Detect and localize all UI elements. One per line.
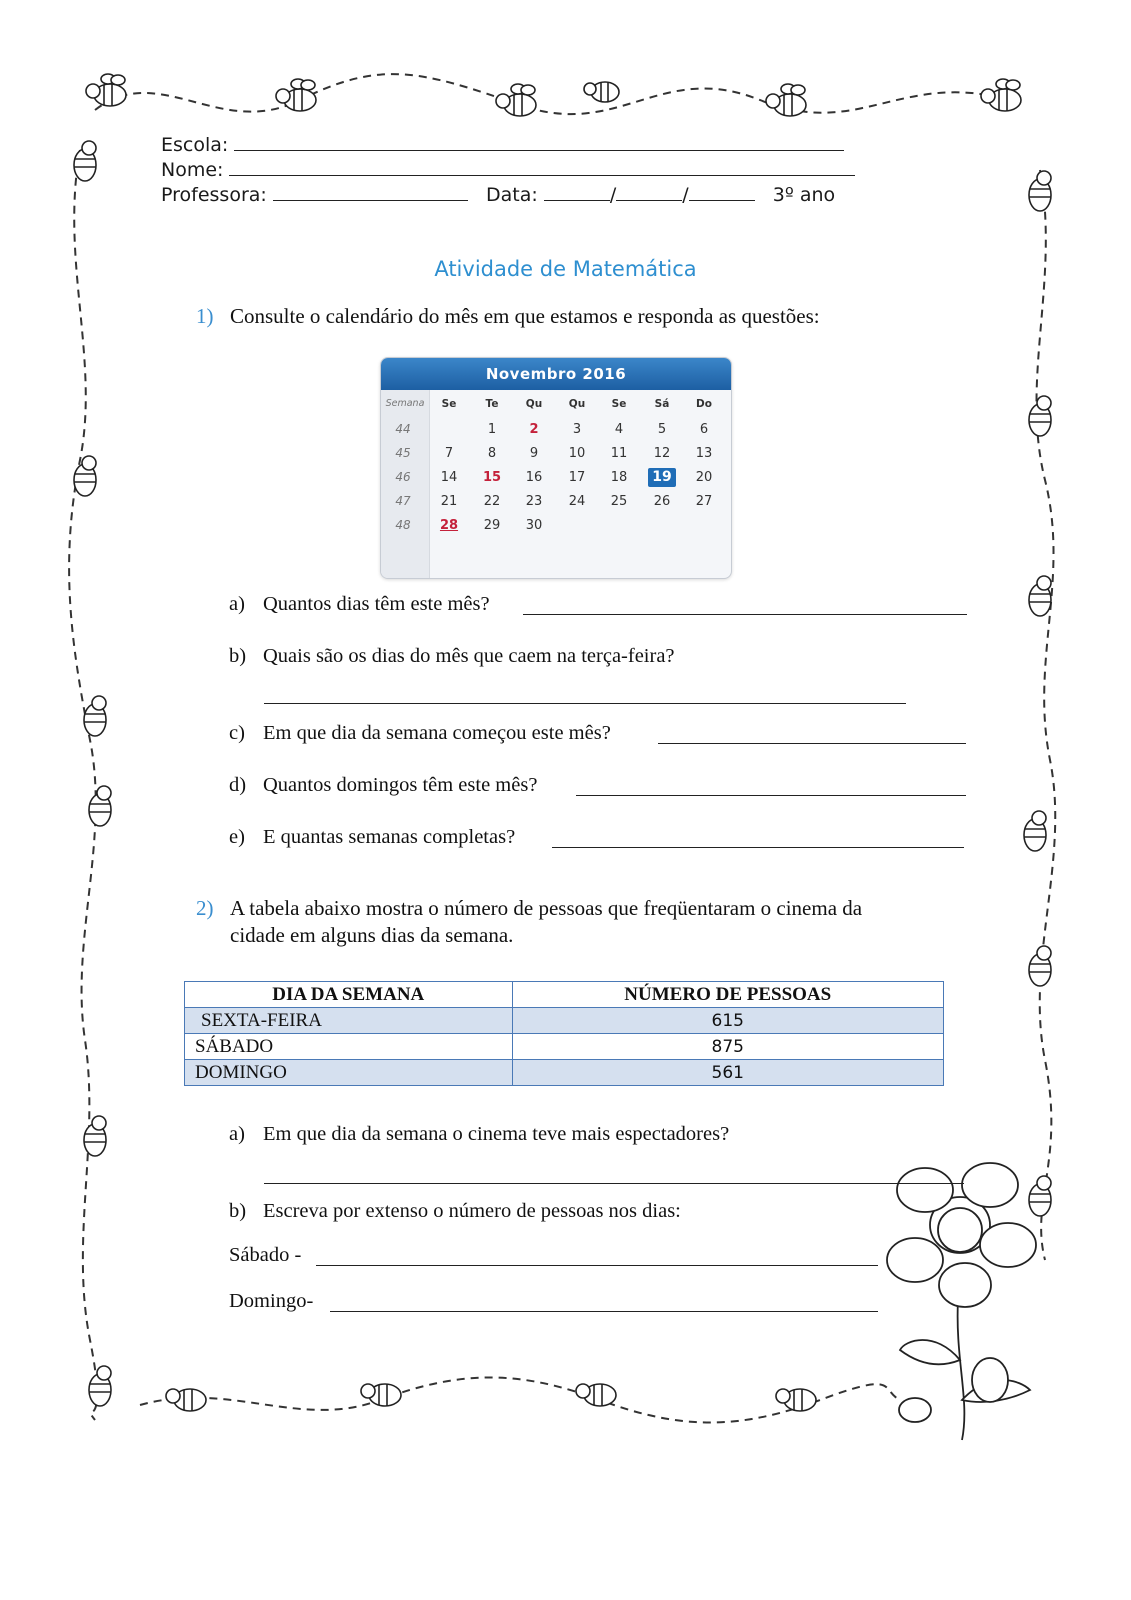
calendar-day-header: Se bbox=[441, 398, 457, 410]
q1-item-b-label: b) bbox=[229, 645, 247, 667]
q1-item-e-label: e) bbox=[229, 826, 245, 848]
calendar-day: 11 bbox=[610, 446, 628, 461]
table-row bbox=[185, 1008, 944, 1034]
data-year-line[interactable] bbox=[689, 184, 755, 201]
calendar-day: 8 bbox=[487, 446, 497, 461]
calendar-day: 14 bbox=[440, 470, 458, 485]
professora-field bbox=[161, 184, 835, 206]
table-cell-count: 615 bbox=[512, 1008, 943, 1034]
q1-item-d bbox=[229, 774, 537, 797]
q2-item-b bbox=[229, 1200, 681, 1223]
calendar-day: 6 bbox=[699, 422, 709, 437]
question-1-number: 1) bbox=[196, 304, 214, 328]
calendar-day: 21 bbox=[440, 494, 458, 509]
grade-label: 3º ano bbox=[772, 184, 836, 206]
cinema-table bbox=[184, 981, 944, 1086]
table-header-count: NÚMERO DE PESSOAS bbox=[512, 982, 943, 1008]
calendar-day: 30 bbox=[525, 518, 543, 533]
q1-item-e bbox=[229, 826, 515, 849]
table-cell-day: SEXTA-FEIRA bbox=[185, 1008, 513, 1034]
calendar-day: 24 bbox=[568, 494, 586, 509]
calendar-day-header: Qu bbox=[568, 398, 586, 410]
nome-answer-line[interactable] bbox=[229, 159, 855, 176]
table-row bbox=[185, 1034, 944, 1060]
sabado-answer-line[interactable] bbox=[316, 1265, 878, 1266]
table-row bbox=[185, 1060, 944, 1086]
q1-item-e-text: E quantas semanas completas? bbox=[263, 826, 516, 848]
escola-field bbox=[161, 134, 844, 156]
calendar-week-number: 46 bbox=[395, 470, 411, 484]
calendar-day-header: Te bbox=[485, 398, 499, 410]
q2-a-answer-line[interactable] bbox=[264, 1183, 964, 1184]
calendar-day: 28 bbox=[439, 518, 459, 533]
table-cell-count: 875 bbox=[512, 1034, 943, 1060]
flower-illustration bbox=[887, 1163, 1036, 1440]
sabado-field bbox=[229, 1244, 301, 1267]
table-cell-day: DOMINGO bbox=[185, 1060, 513, 1086]
calendar-day: 25 bbox=[610, 494, 628, 509]
calendar-week-number: 45 bbox=[395, 446, 411, 460]
sabado-label: Sábado - bbox=[229, 1244, 302, 1266]
question-2-text-line1: A tabela abaixo mostra o número de pessoas que freqüentaram o cinema da bbox=[230, 896, 863, 920]
page-title: Atividade de Matemática bbox=[434, 257, 697, 281]
date-separator: / bbox=[609, 184, 617, 206]
calendar-day: 18 bbox=[610, 470, 628, 485]
data-day-line[interactable] bbox=[544, 184, 610, 201]
escola-label: Escola: bbox=[161, 134, 229, 156]
q2-item-a-text: Em que dia da semana o cinema teve mais espectadores? bbox=[263, 1123, 730, 1145]
q1-item-a-label: a) bbox=[229, 593, 245, 615]
calendar-day: 5 bbox=[657, 422, 667, 437]
q1-item-c bbox=[229, 722, 611, 745]
q1-item-b bbox=[229, 645, 675, 668]
calendar-week-number: 44 bbox=[395, 422, 411, 436]
calendar-day: 3 bbox=[572, 422, 582, 437]
date-separator: / bbox=[682, 184, 689, 206]
table-header-day: DIA DA SEMANA bbox=[185, 982, 513, 1008]
calendar-day: 4 bbox=[614, 422, 624, 437]
escola-answer-line[interactable] bbox=[234, 134, 844, 151]
data-month-line[interactable] bbox=[616, 184, 682, 201]
professora-label: Professora: bbox=[161, 184, 267, 206]
calendar-day: 16 bbox=[525, 470, 543, 485]
calendar-day: 10 bbox=[568, 446, 586, 461]
calendar-day: 26 bbox=[653, 494, 671, 509]
calendar-day-header: Do bbox=[696, 398, 712, 410]
calendar-day: 7 bbox=[444, 446, 454, 461]
q1-item-d-label: d) bbox=[229, 774, 247, 796]
table-cell-count: 561 bbox=[512, 1060, 943, 1086]
calendar-week-header: Semana bbox=[385, 398, 425, 409]
domingo-label: Domingo- bbox=[229, 1290, 314, 1312]
calendar-day: 17 bbox=[568, 470, 586, 485]
q1-c-answer-line[interactable] bbox=[658, 743, 966, 744]
table-header-row bbox=[185, 982, 944, 1008]
professora-answer-line[interactable] bbox=[273, 184, 468, 201]
calendar-day: 2 bbox=[529, 422, 539, 437]
nome-field bbox=[161, 159, 855, 181]
calendar-day: 20 bbox=[695, 470, 713, 485]
q1-b-answer-line[interactable] bbox=[264, 703, 906, 704]
q2-item-b-text: Escreva por extenso o número de pessoas nos dias: bbox=[263, 1200, 681, 1222]
domingo-answer-line[interactable] bbox=[330, 1311, 878, 1312]
question-1-text: Consulte o calendário do mês em que estamos e responda as questões: bbox=[230, 304, 820, 328]
calendar-day: 12 bbox=[653, 446, 671, 461]
q2-item-a-label: a) bbox=[229, 1123, 245, 1145]
data-label: Data: bbox=[485, 184, 538, 206]
q1-item-a-text: Quantos dias têm este mês? bbox=[263, 593, 490, 615]
q1-item-b-text: Quais são os dias do mês que caem na terça-feira? bbox=[263, 645, 675, 667]
calendar-day: 22 bbox=[483, 494, 501, 509]
table-cell-day: SÁBADO bbox=[185, 1034, 513, 1060]
q1-item-c-text: Em que dia da semana começou este mês? bbox=[263, 722, 611, 744]
calendar-day-header: Qu bbox=[525, 398, 543, 410]
q1-a-answer-line[interactable] bbox=[523, 614, 967, 615]
nome-label: Nome: bbox=[161, 159, 224, 181]
q2-item-a bbox=[229, 1123, 729, 1146]
calendar-day-header: Sá bbox=[654, 398, 670, 410]
calendar-week-number: 48 bbox=[395, 518, 411, 532]
question-2-text-line2: cidade em alguns dias da semana. bbox=[230, 923, 514, 947]
q1-e-answer-line[interactable] bbox=[552, 847, 964, 848]
calendar-day: 27 bbox=[695, 494, 713, 509]
calendar-day-header: Se bbox=[611, 398, 627, 410]
calendar-day: 19 bbox=[648, 468, 676, 487]
question-2-number: 2) bbox=[196, 896, 214, 920]
calendar-day: 13 bbox=[695, 446, 713, 461]
q1-d-answer-line[interactable] bbox=[576, 795, 966, 796]
q2-item-b-label: b) bbox=[229, 1200, 247, 1222]
q1-item-a bbox=[229, 593, 490, 616]
calendar-title: Novembro 2016 bbox=[381, 358, 731, 390]
calendar-day: 23 bbox=[525, 494, 543, 509]
calendar-day: 29 bbox=[483, 518, 501, 533]
calendar-widget bbox=[380, 357, 732, 579]
q1-item-d-text: Quantos domingos têm este mês? bbox=[263, 774, 538, 796]
calendar-day: 1 bbox=[487, 422, 497, 437]
calendar-day: 15 bbox=[482, 470, 502, 485]
calendar-day: 9 bbox=[529, 446, 539, 461]
q1-item-c-label: c) bbox=[229, 722, 245, 744]
calendar-week-number: 47 bbox=[395, 494, 411, 508]
domingo-field bbox=[229, 1290, 313, 1313]
calendar-week-column bbox=[381, 390, 430, 578]
